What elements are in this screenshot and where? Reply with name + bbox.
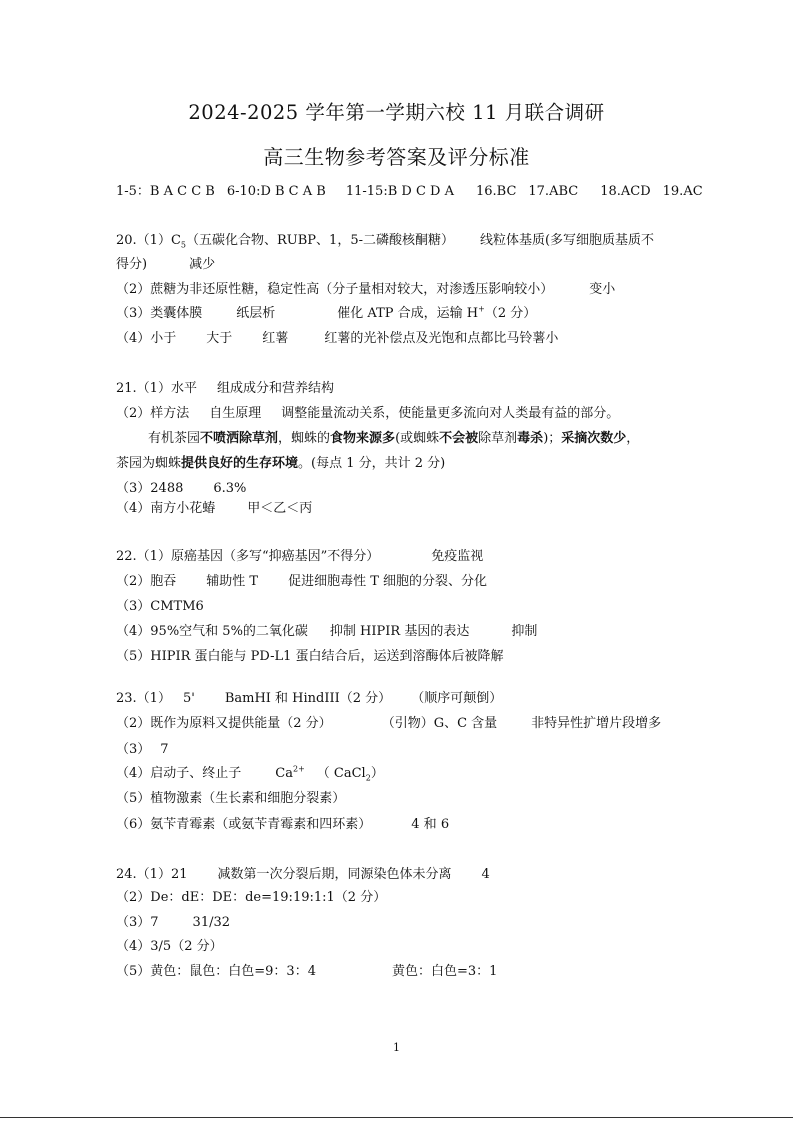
- mc-6-10: 6-10:D B C A B: [226, 184, 326, 199]
- q20-4-text-b: 纸层析: [236, 306, 276, 321]
- mc-answers: [116, 183, 703, 201]
- q21-1-text: 21.（1）水平: [116, 381, 197, 396]
- q21-2-text-b: 自生原理: [209, 406, 262, 421]
- q21-1-text-b: 组成成分和营养结构: [216, 381, 334, 396]
- q23-2-text: （2）既作为原料又提供能量（2 分）: [116, 716, 332, 731]
- q22-2-text-c: 促进细胞毒性 T 细胞的分裂、分化: [288, 574, 488, 589]
- q24-line-2: [116, 889, 386, 907]
- q23-1-text-c: （顺序可颠倒）: [411, 691, 503, 706]
- q22-4-text-b: 抑制 HIPIR 基因的表达: [329, 624, 470, 639]
- q22-5-text: （5）HIPIR 蛋白能与 PD-L1 蛋白结合后，运送到溶酶体后被降解: [116, 649, 504, 664]
- q23-line-5: [116, 790, 345, 808]
- q21-3-p3: (或蜘蛛: [395, 431, 440, 446]
- q24-2-text: （2）De：dE：DE：de=19:19:1:1（2 分）: [116, 890, 387, 905]
- q24-1-text-b: 4: [481, 867, 490, 882]
- q21-3-b4: 毒杀: [517, 431, 544, 446]
- q23-1-label: 23.（1）: [116, 691, 171, 706]
- q23-line-4: [116, 765, 384, 783]
- q20-5-text-c: 红薯: [262, 331, 289, 346]
- q21-2-text: （2）样方法: [116, 406, 190, 421]
- q20-1-sub: 5: [180, 240, 186, 250]
- page-number: 1: [393, 1041, 400, 1054]
- q20-5-text-b: 大于: [206, 331, 233, 346]
- mc-19: 19.AC: [662, 184, 703, 199]
- q21-6-text-b: 甲＜乙＜丙: [247, 501, 313, 516]
- q21-line-3: [148, 430, 639, 448]
- q23-3-text: 7: [160, 742, 169, 757]
- q20-line-4: [116, 305, 536, 323]
- q24-line-5: [116, 963, 497, 981]
- q21-line-5: [116, 480, 246, 498]
- q23-4-sub: 2: [365, 773, 371, 783]
- q20-5-text-d: 红薯的光补偿点及光饱和点都比马铃薯小: [324, 331, 559, 346]
- q22-2-text: （2）胞吞: [116, 574, 177, 589]
- q23-2-text-c: 非特异性扩增片段增多: [531, 716, 662, 731]
- q23-3-label: （3）: [116, 742, 151, 757]
- q23-line-1: [116, 690, 502, 708]
- q23-4-sup: 2+: [292, 764, 305, 774]
- page-title: 2024-2025 学年第一学期六校 11 月联合调研: [188, 101, 605, 124]
- q21-4-b6: 提供良好的生存环境: [181, 456, 299, 471]
- q20-3-text-b: 变小: [589, 282, 616, 297]
- q22-line-3: [116, 598, 204, 616]
- q20-line-5: [116, 330, 558, 348]
- q21-3-p1: 有机茶园: [148, 431, 201, 446]
- q20-3-text: （2）蔗糖为非还原性糖，稳定性高（分子量相对较大，对渗透压影响较小）: [116, 282, 554, 297]
- q22-4-text-c: 抑制: [511, 624, 538, 639]
- q23-4-text-d: ）: [370, 766, 384, 781]
- q24-3-text-b: 31/32: [192, 915, 231, 930]
- q24-3-text: （3）7: [116, 915, 159, 930]
- q23-line-6: [116, 816, 449, 834]
- q24-4-text: （4）3/5（2 分）: [116, 939, 223, 954]
- q22-line-2: [116, 573, 487, 591]
- q24-5-text-b: 黄色：白色=3：1: [391, 964, 498, 979]
- q23-4-text-b: Ca: [275, 766, 293, 781]
- q23-2-text-b: （引物）G、C 含量: [381, 716, 498, 731]
- q23-6-text-b: 4 和 6: [411, 817, 450, 832]
- q21-6-text: （4）南方小花蝽: [116, 501, 216, 516]
- q21-3-b5: 采摘次数少: [561, 431, 627, 446]
- mc-17: 17.ABC: [528, 184, 579, 199]
- q21-line-6: [116, 500, 312, 518]
- q22-line-5: [116, 648, 504, 666]
- q20-1-label: 20.（1）C: [116, 233, 181, 248]
- mc-18: 18.ACD: [600, 184, 651, 199]
- q21-3-p2: ，蜘蛛的: [278, 431, 331, 446]
- q21-line-4: [116, 455, 445, 473]
- mc-16: 16.BC: [475, 184, 517, 199]
- q20-2-text-b: 减少: [189, 257, 216, 272]
- page-edge-divider: [0, 1117, 793, 1118]
- q23-line-3: [116, 741, 169, 759]
- q20-2-text: 得分): [116, 257, 148, 272]
- q24-1-label: 24.（1）21: [116, 867, 188, 882]
- q21-3-b2: 食物来源多: [330, 431, 396, 446]
- q21-5-text-b: 6.3%: [213, 481, 247, 496]
- q20-1-text: （五碳化合物、RUBP、1，5-二磷酸核酮糖）: [186, 233, 454, 248]
- q20-line-1: [116, 232, 654, 250]
- q20-1-text-b: 线粒体基质(多写细胞质基质不: [479, 233, 655, 248]
- q22-1-text-b: 免疫监视: [431, 549, 484, 564]
- q22-2-text-b: 辅助性 T: [206, 574, 259, 589]
- mc-1-5: 1-5：B A C C B: [116, 184, 215, 199]
- q20-line-2: [116, 256, 215, 274]
- q21-3-b3: 不会被: [439, 431, 479, 446]
- mc-11-15: 11-15:B D C D A: [345, 184, 454, 199]
- page-subtitle: 高三生物参考答案及评分标准: [263, 145, 530, 169]
- q22-line-1: [116, 548, 483, 566]
- q23-1-text-b: BamHI 和 HindIII（2 分）: [224, 691, 392, 706]
- q20-4-text: （3）类囊体膜: [116, 306, 203, 321]
- q23-4-text-c: （ CaCl: [316, 766, 366, 781]
- q21-2-text-c: 调整能量流动关系，使能量更多流向对人类最有益的部分。: [281, 406, 620, 421]
- q21-3-p6: ，: [626, 431, 640, 446]
- q20-4-text-c: 催化 ATP 合成，运输 H: [337, 306, 479, 321]
- q20-4-text-d: （2 分）: [484, 306, 537, 321]
- q21-line-2: [116, 405, 619, 423]
- q24-line-4: [116, 938, 223, 956]
- q24-line-3: [116, 914, 230, 932]
- q24-line-1: [116, 866, 490, 884]
- q22-4-text: （4）95%空气和 5%的二氧化碳: [116, 624, 308, 639]
- q23-6-text: （6）氨苄青霉素（或氨苄青霉素和四环素）: [116, 817, 372, 832]
- q21-3-p5: )；: [543, 431, 562, 446]
- q23-4-text: （4）启动子、终止子: [116, 766, 242, 781]
- q21-line-1: [116, 380, 334, 398]
- q20-5-text: （4）小于: [116, 331, 177, 346]
- q21-4-p7: 茶园为蜘蛛: [116, 456, 182, 471]
- q21-3-p4: 除草剂: [478, 431, 518, 446]
- q24-5-text: （5）黄色：鼠色：白色=9：3：4: [116, 964, 316, 979]
- q23-line-2: [116, 715, 661, 733]
- q22-3-text: （3）CMTM6: [116, 599, 204, 614]
- q21-3-b1: 不喷洒除草剂: [200, 431, 279, 446]
- q23-1-text: 5': [182, 691, 195, 706]
- q23-5-text: （5）植物激素（生长素和细胞分裂素）: [116, 791, 346, 806]
- q20-4-sup: +: [478, 304, 485, 314]
- q22-line-4: [116, 623, 537, 641]
- q21-5-text: （3）2488: [116, 481, 184, 496]
- q24-1-text: 减数第一次分裂后期，同源染色体未分离: [217, 867, 452, 882]
- q21-4-p8: 。(每点 1 分，共计 2 分): [298, 456, 446, 471]
- q20-line-3: [116, 281, 615, 299]
- q22-1-text: 22.（1）原癌基因（多写“抑癌基因”不得分）: [116, 549, 380, 564]
